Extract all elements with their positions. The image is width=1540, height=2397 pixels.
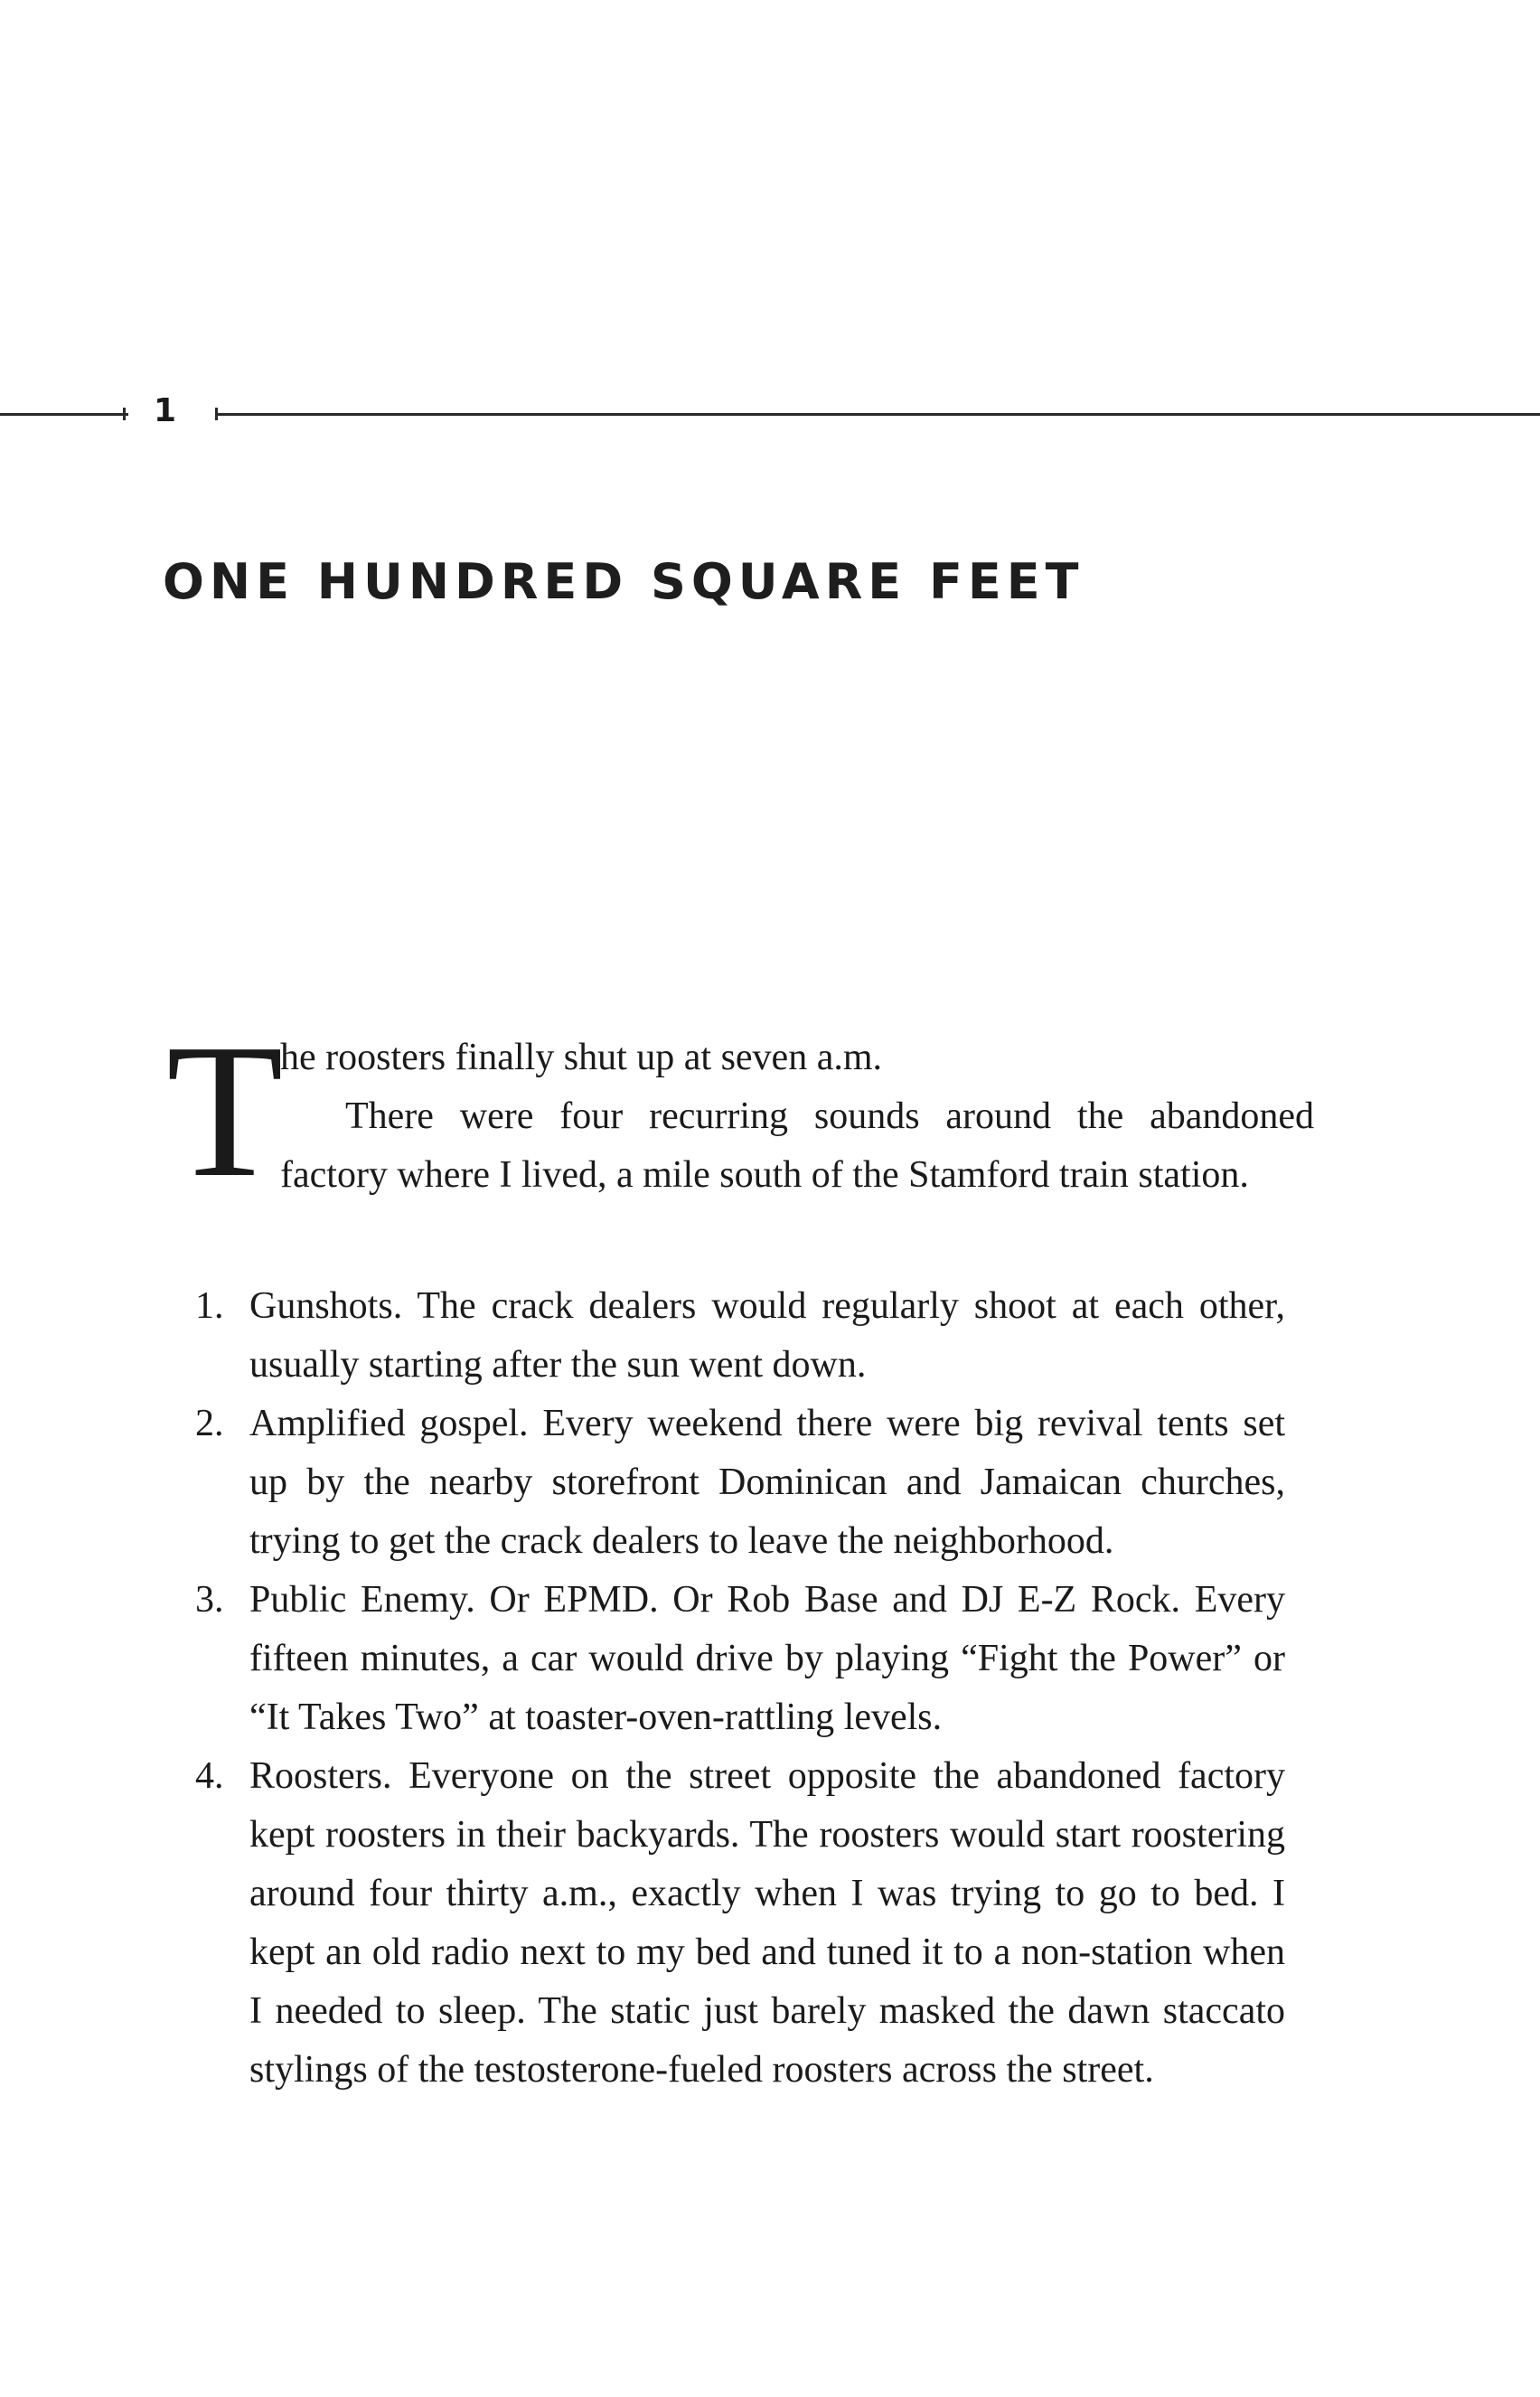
list-item-number: 3. [195,1579,224,1621]
chapter-title: ONE HUNDRED SQUARE FEET [163,553,1085,610]
chapter-rule [0,392,1540,429]
list-item-number: 1. [195,1285,224,1327]
list-item [195,1277,1285,1395]
rule-line-right [217,413,1540,416]
list-item [195,1571,1285,1747]
chapter-number: 1 [154,392,177,429]
list-item [195,1747,1285,2100]
drop-cap: T [166,1004,284,1217]
list-item [195,1395,1285,1571]
rule-tick-left [123,408,126,420]
paragraph-two: There were four recurring sounds around the abandoned factory where I lived, a mile south of the Stamford train station. [280,1095,1314,1196]
list-item-number: 2. [195,1403,224,1444]
sounds-list [195,1277,1285,2100]
list-item-text: Roosters. Everyone on the street opposite the abandoned factory kept roosters in their backyards. The roosters would start roostering around four thirty a.m., exactly when I was trying to go to bed. I kept an old radio next to my bed and tuned it to a non-station when I needed to sleep. The static just barely masked the dawn staccato stylings of the testosterone-fueled roosters across the street. [249,1755,1285,2091]
first-line-text: he roosters finally shut up at seven a.m. [280,1037,883,1078]
rule-line-left [0,413,128,416]
opening-section [166,1004,1314,1217]
list-item-text: Public Enemy. Or EPMD. Or Rob Base and DJ E-Z Rock. Every fifteen minutes, a car would drive by playing “Fight the Power” or “It Takes Two” at toaster-oven-rattling levels. [249,1579,1285,1738]
list-item-text: Gunshots. The crack dealers would regularly shoot at each other, usually starting after the sun went down. [249,1285,1285,1386]
list-item-number: 4. [195,1755,224,1797]
list-item-text: Amplified gospel. Every weekend there were big revival tents set up by the nearby storefront Dominican and Jamaican churches, trying to get the crack dealers to leave the neighborhood. [249,1403,1285,1562]
